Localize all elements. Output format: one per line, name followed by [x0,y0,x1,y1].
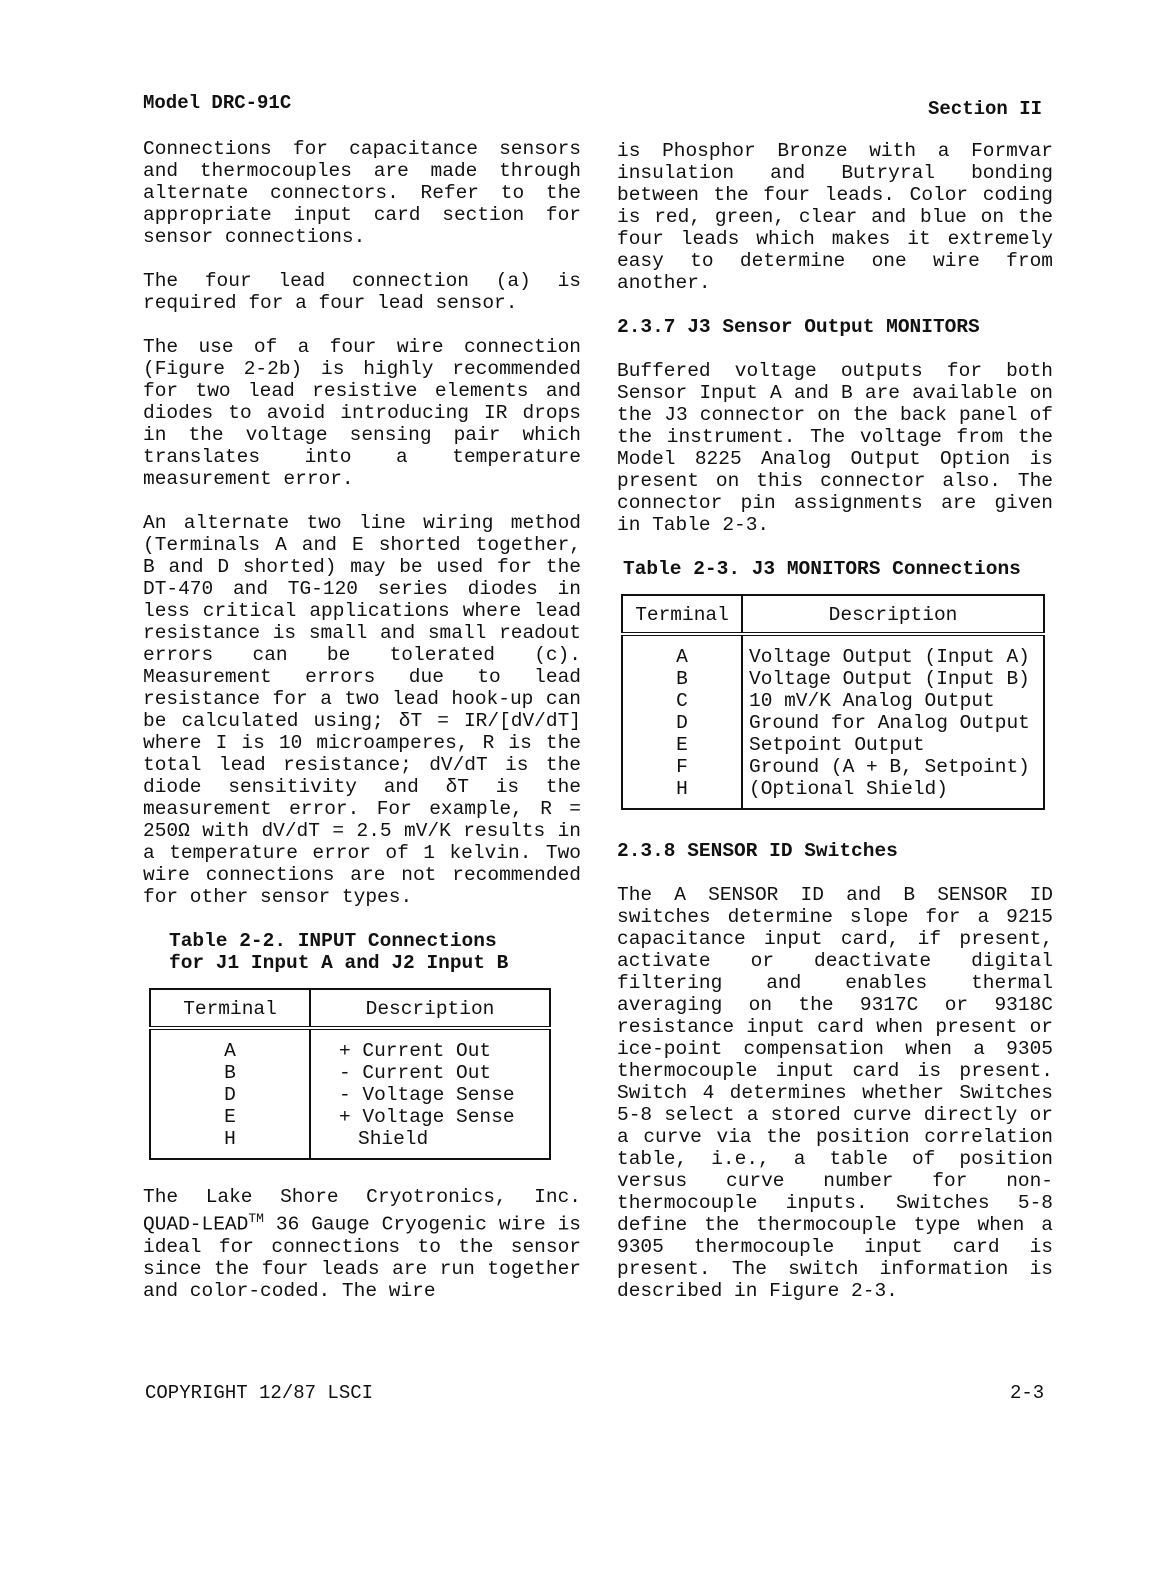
table-header-description: Description [742,595,1044,634]
table-2-3-monitors-connections [621,594,1045,810]
terminal-cell: B [150,1062,310,1084]
terminal-cell: A [150,1028,310,1062]
paragraph-quad-lead [143,1186,581,1302]
table-2-3-caption: Table 2-3. J3 MONITORS Connections [623,558,1021,580]
table-header-terminal: Terminal [150,989,310,1028]
table-row [622,634,1044,668]
terminal-cell: H [150,1128,310,1159]
table-2-2-caption-line2: for J1 Input A and J2 Input B [169,952,509,974]
description-cell: + Voltage Sense [339,1106,515,1128]
terminal-cell: H [622,778,742,809]
table-row [622,690,1044,712]
table-row [150,1106,550,1128]
description-cell: + Current Out [339,1040,492,1062]
description-cell: - Voltage Sense [339,1084,515,1106]
paragraph-four-wire: The use of a four wire connection (Figure 2-2b) is highly recommended for two lead resistive elements and diodes to avoid introducing IR drops in the voltage sensing pair which translates into a temperature measurement error. [143,336,581,490]
header-model: Model DRC-91C [143,92,292,114]
terminal-cell: B [622,668,742,690]
table-row [622,712,1044,734]
description-cell: Shield [358,1128,429,1150]
table-2-2-caption [169,930,581,974]
trademark-mark: TM [248,1211,264,1226]
quad-lead-text-a: The Lake Shore Cryotronics, Inc. QUAD-LEAD [143,1186,581,1236]
table-row [622,734,1044,756]
section-2-3-7-heading: 2.3.7 J3 Sensor Output MONITORS [617,316,980,338]
terminal-cell: E [150,1106,310,1128]
terminal-cell: F [622,756,742,778]
description-cell: Voltage Output (Input B) [749,668,1030,690]
footer-copyright: COPYRIGHT 12/87 LSCI [145,1382,374,1404]
section-2-3-8-heading: 2.3.8 SENSOR ID Switches [617,840,898,862]
header-section: Section II [928,98,1043,120]
description-cell: 10 mV/K Analog Output [749,690,995,712]
terminal-cell: D [150,1084,310,1106]
description-cell: Setpoint Output [749,734,925,756]
description-cell: Ground for Analog Output [749,712,1030,734]
table-2-2-caption-line1: Table 2-2. INPUT Connections [169,930,497,952]
paragraph-buffered-outputs: Buffered voltage outputs for both Sensor Input A and B are available on the J3 connector on the back panel of the instrument. The voltage from the Model 8225 Analog Output Option is present on this connector also. The connector pin assignments are given in Table 2-3. [617,360,1053,536]
table-row [622,668,1044,690]
terminal-cell: C [622,690,742,712]
table-2-2-input-connections [149,988,551,1160]
table-header-description: Description [310,989,550,1028]
quad-lead-text-b: 36 Gauge Cryogenic wire is ideal for connections to the sensor since the four leads are run together and color-coded. The wire [143,1213,581,1302]
right-column [617,140,1053,1324]
description-cell: Ground (A + B, Setpoint) [749,756,1030,778]
terminal-cell: A [622,634,742,668]
left-column [143,138,581,1324]
table-row [622,756,1044,778]
paragraph-four-lead: The four lead connection (a) is required for a four lead sensor. [143,270,581,314]
terminal-cell: E [622,734,742,756]
table-row [622,778,1044,809]
table-row [150,1084,550,1106]
table-header-terminal: Terminal [622,595,742,634]
paragraph-phosphor-bronze: is Phosphor Bronze with a Formvar insulation and Butryral bonding between the four leads. Color coding is red, green, clear and blue on the four leads which makes it extremely easy to determine one wire from another. [617,140,1053,294]
description-cell: (Optional Shield) [749,778,948,800]
table-row [150,1128,550,1159]
table-row [150,1062,550,1084]
paragraph-two-line: An alternate two line wiring method (Terminals A and E shorted together, B and D shorted) may be used for the DT-470 and TG-120 series diodes in less critical applications where lead resistance is small and small readout errors can be tolerated (c). Measurement errors due to lead resistance for a two lead hook-up can be calculated using; δT = IR/[dV/dT] where I is 10 microamperes, R is the total lead resistance; dV/dT is the diode sensitivity and δT is the measurement error. For example, R = 250Ω with dV/dT = 2.5 mV/K results in a temperature error of 1 kelvin. Two wire connections are not recommended for other sensor types. [143,512,581,908]
terminal-cell: D [622,712,742,734]
paragraph-sensor-id: The A SENSOR ID and B SENSOR ID switches determine slope for a 9215 capacitance input card, if present, activate or deactivate digital filtering and enables thermal averaging on the 9317C or 9318C resistance input card when present or ice-point compensation when a 9305 thermocouple input card is present. Switch 4 determines whether Switches 5-8 select a stored curve directly or a curve via the position correlation table, i.e., a table of position versus curve number for non-thermocouple inputs. Switches 5-8 define the thermocouple type when a 9305 thermocouple input card is present. The switch information is described in Figure 2-3. [617,884,1053,1302]
description-cell: Voltage Output (Input A) [749,646,1030,668]
description-cell: - Current Out [339,1062,492,1084]
paragraph-connections: Connections for capacitance sensors and thermocouples are made through alternate connectors. Refer to the appropriate input card section for sensor connections. [143,138,581,248]
table-row [150,1028,550,1062]
page-number: 2-3 [1010,1382,1045,1404]
